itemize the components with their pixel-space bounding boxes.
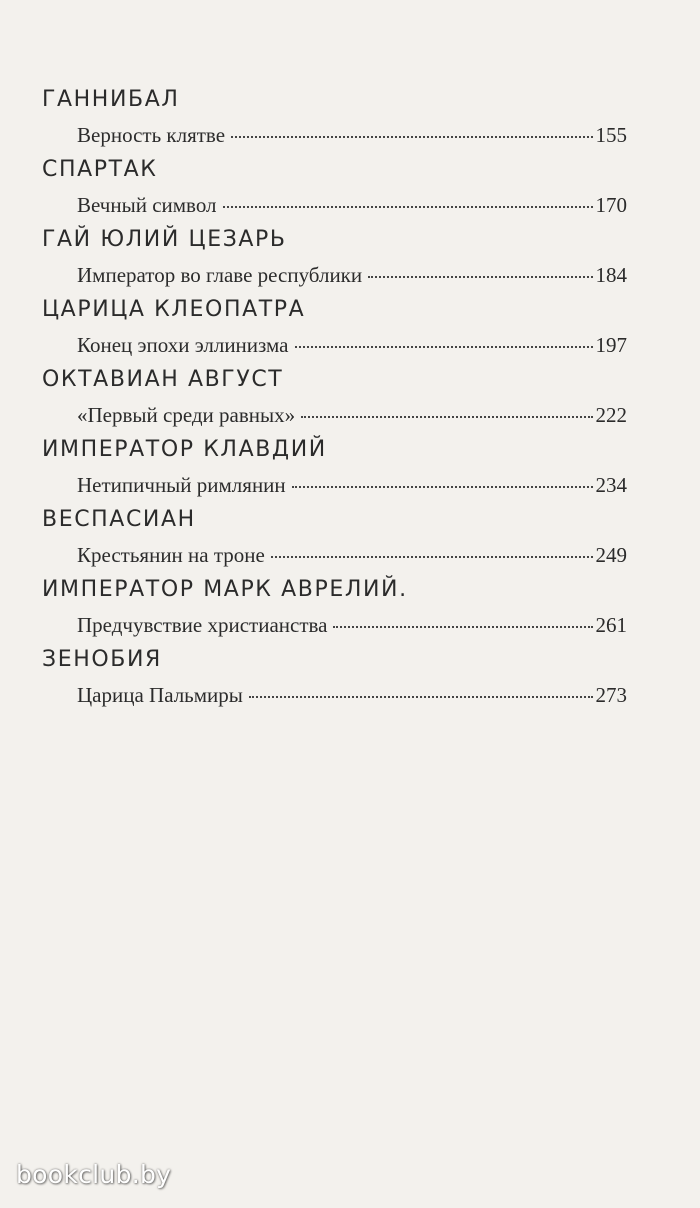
dot-leader bbox=[295, 346, 593, 348]
toc-entry bbox=[77, 186, 627, 224]
entry-title: Царица Пальмиры bbox=[77, 683, 243, 707]
section-heading: ЦАРИЦА КЛЕОПАТРА bbox=[42, 297, 306, 322]
entry-title: Предчувствие христианства bbox=[77, 613, 328, 637]
section-heading: ОКТАВИАН АВГУСТ bbox=[42, 367, 284, 392]
table-of-contents bbox=[42, 84, 627, 714]
page-number: 222 bbox=[595, 403, 627, 427]
page-number: 184 bbox=[595, 263, 627, 287]
entry-title: Нетипичный римлянин bbox=[77, 473, 286, 497]
entry-title: Император во главе республики bbox=[77, 263, 363, 287]
toc-section bbox=[42, 644, 627, 714]
toc-entry bbox=[77, 116, 627, 154]
toc-entry bbox=[77, 256, 627, 294]
toc-section bbox=[42, 574, 627, 644]
section-heading: ГАННИБАЛ bbox=[42, 87, 180, 112]
page-number: 234 bbox=[595, 473, 627, 497]
page-number: 249 bbox=[595, 543, 627, 567]
page-number: 155 bbox=[595, 123, 627, 147]
toc-section bbox=[42, 364, 627, 434]
section-heading: ГАЙ ЮЛИЙ ЦЕЗАРЬ bbox=[42, 227, 287, 252]
entry-title: Верность клятве bbox=[77, 123, 226, 147]
toc-entry bbox=[77, 676, 627, 714]
dot-leader bbox=[223, 206, 593, 208]
toc-section bbox=[42, 504, 627, 574]
toc-section bbox=[42, 84, 627, 154]
toc-section bbox=[42, 294, 627, 364]
toc-entry bbox=[77, 536, 627, 574]
entry-title: «Первый среди равных» bbox=[77, 403, 296, 427]
toc-entry bbox=[77, 396, 627, 434]
dot-leader bbox=[292, 486, 593, 488]
toc-section bbox=[42, 154, 627, 224]
toc-section bbox=[42, 434, 627, 504]
page-number: 261 bbox=[595, 613, 627, 637]
dot-leader bbox=[249, 696, 593, 698]
dot-leader bbox=[231, 136, 592, 138]
page-number: 170 bbox=[595, 193, 627, 217]
dot-leader bbox=[333, 626, 592, 628]
entry-title: Вечный символ bbox=[77, 193, 217, 217]
toc-entry bbox=[77, 326, 627, 364]
entry-title: Крестьянин на троне bbox=[77, 543, 265, 567]
dot-leader bbox=[301, 416, 592, 418]
entry-title: Конец эпохи эллинизма bbox=[77, 333, 289, 357]
page-number: 273 bbox=[595, 683, 627, 707]
page-number: 197 bbox=[595, 333, 627, 357]
dot-leader bbox=[271, 556, 593, 558]
section-heading: ВЕСПАСИАН bbox=[42, 507, 196, 532]
toc-entry bbox=[77, 606, 627, 644]
section-heading: СПАРТАК bbox=[42, 157, 158, 182]
section-heading: ИМПЕРАТОР КЛАВДИЙ bbox=[42, 437, 327, 462]
toc-entry bbox=[77, 466, 627, 504]
dot-leader bbox=[368, 276, 592, 278]
section-heading: ИМПЕРАТОР МАРК АВРЕЛИЙ. bbox=[42, 577, 408, 602]
section-heading: ЗЕНОБИЯ bbox=[42, 647, 162, 672]
watermark-logo: bookclub.by bbox=[16, 1160, 172, 1189]
toc-section bbox=[42, 224, 627, 294]
